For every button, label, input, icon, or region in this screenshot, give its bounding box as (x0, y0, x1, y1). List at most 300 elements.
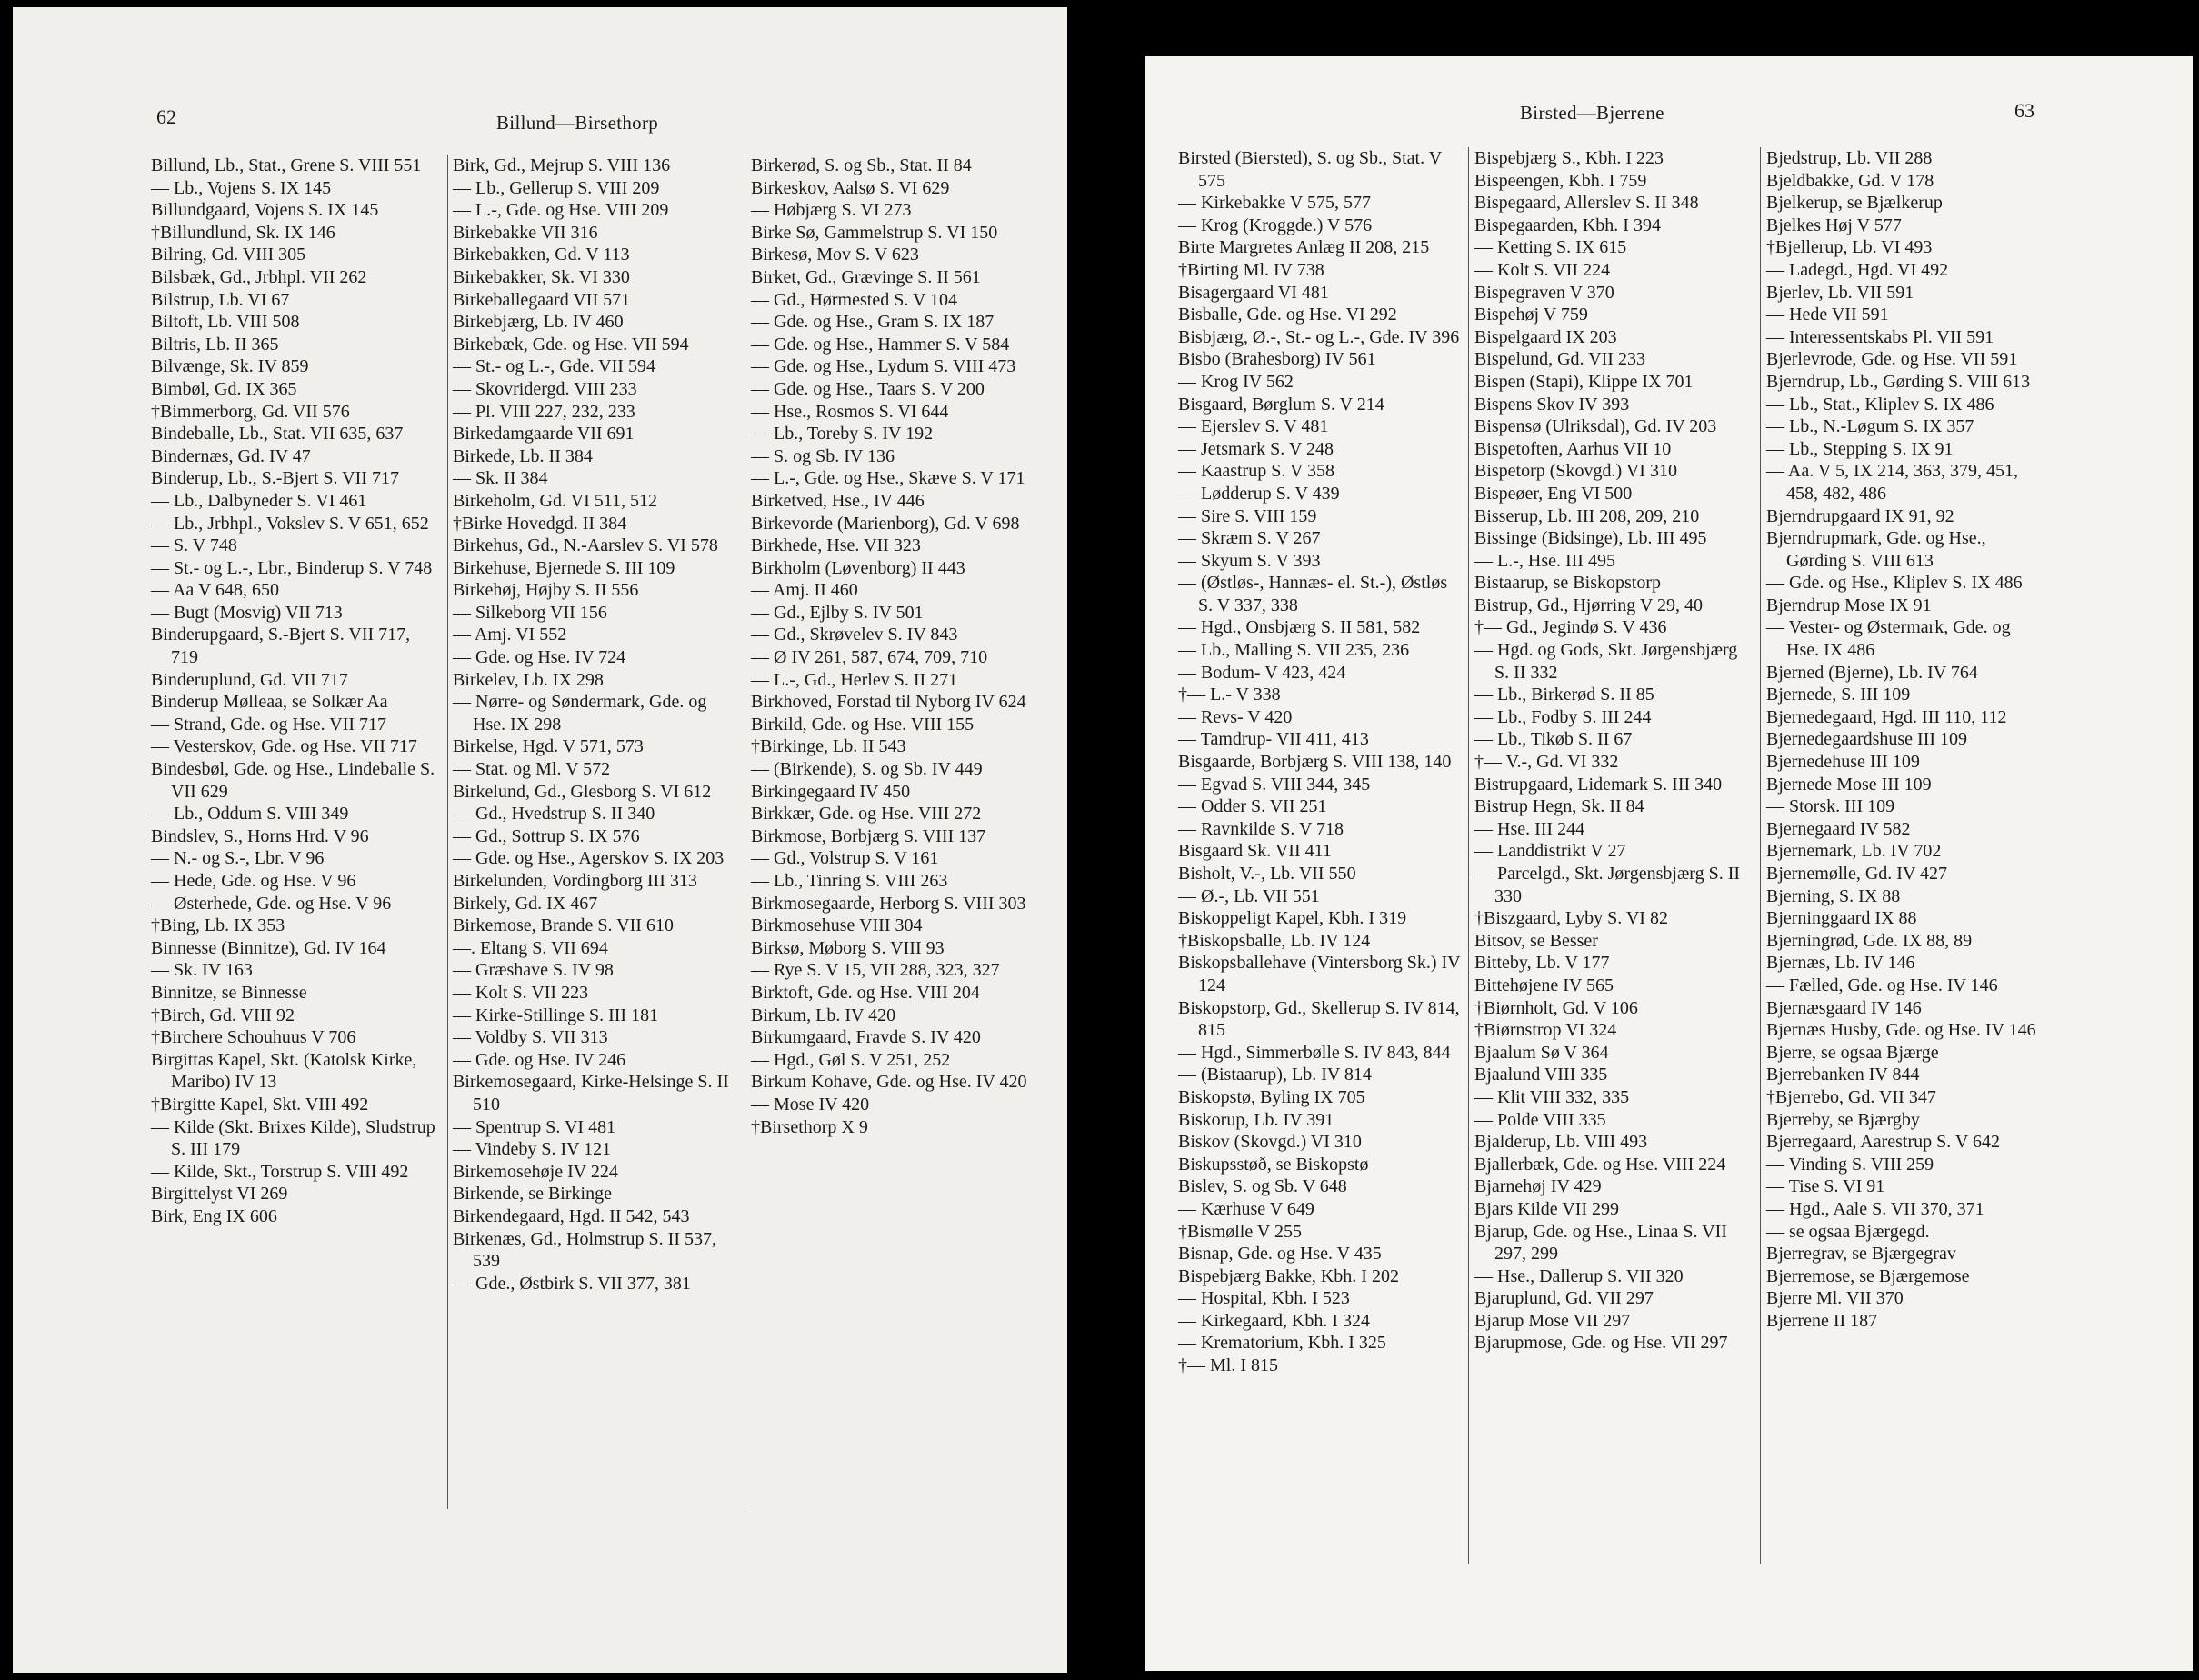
index-entry: Bimbøl, Gd. IX 365 (151, 378, 297, 399)
index-entry: Bjalderup, Lb. VIII 493 (1474, 1132, 1648, 1153)
index-column-3 (751, 155, 1029, 1138)
index-entry: — Nørre- og Søndermark, Gde. og Hse. IX 298 (453, 692, 707, 735)
index-entry: — Gde. og Hse. IV 724 (453, 647, 626, 668)
index-entry: Birket, Gd., Grævinge S. II 561 (751, 266, 981, 287)
column-divider (1760, 147, 1761, 1564)
index-entry: Bjarup, Gde. og Hse., Linaa S. VII 297, 299 (1474, 1221, 1727, 1265)
index-entry: — Tise S. VI 91 (1766, 1176, 1885, 1197)
index-entry: — Kirkebakke V 575, 577 (1178, 193, 1372, 214)
index-entry: Birkede, Lb. II 384 (453, 445, 593, 466)
index-entry: — (Bistaarup), Lb. IV 814 (1178, 1065, 1372, 1085)
index-entry: Birgittas Kapel, Skt. (Katolsk Kirke, Maribo) IV 13 (151, 1049, 417, 1093)
index-entry: — (Østløs-, Hannæs- el. St.-), Østløs S. V 337, 338 (1178, 573, 1448, 615)
index-entry: Birkholm (Løvenborg) II 443 (751, 557, 965, 578)
index-entry: Bilvænge, Sk. IV 859 (151, 356, 309, 377)
index-entry: Bissinge (Bidsinge), Lb. III 495 (1474, 528, 1707, 549)
index-entry: Birkebakker, Sk. VI 330 (453, 266, 630, 287)
index-entry: — Gde. og Hse., Agerskov S. IX 203 (453, 848, 725, 869)
index-entry: †Birgitte Kapel, Skt. VIII 492 (151, 1094, 369, 1115)
index-entry: — Lb., Tinring S. VIII 263 (751, 871, 948, 891)
index-entry: — Gde. og Hse. IV 246 (453, 1049, 626, 1070)
index-entry: †— Gd., Jegindø S. V 436 (1474, 617, 1667, 638)
index-entry: Bjernemølle, Gd. IV 427 (1766, 864, 1948, 884)
index-entry: — Krog (Kroggde.) V 576 (1178, 215, 1373, 235)
index-entry: Bistrupgaard, Lidemark S. III 340 (1474, 774, 1723, 795)
index-entry: Bjerregaard, Aarestrup S. V 642 (1766, 1132, 2000, 1153)
index-entry: — Gde. og Hse., Gram S. IX 187 (751, 312, 995, 333)
index-entry: Bjernæsgaard IV 146 (1766, 997, 1922, 1018)
index-entry: Birkerød, S. og Sb., Stat. II 84 (751, 155, 972, 175)
index-entry: Bispegaard, Allerslev S. II 348 (1474, 193, 1699, 214)
index-entry: Bispelund, Gd. VII 233 (1474, 349, 1645, 370)
index-entry: — Høbjærg S. VI 273 (751, 200, 912, 221)
index-entry: — Lb., Vojens S. IX 145 (151, 177, 332, 198)
index-entry: †Biskopsballe, Lb. IV 124 (1178, 930, 1371, 951)
index-entry: — Lb., Dalbyneder S. VI 461 (151, 490, 367, 511)
index-entry: Biskopstorp, Gd., Skellerup S. IV 814, 815 (1178, 997, 1460, 1041)
index-entry: — Gd., Ejlby S. IV 501 (751, 602, 924, 623)
index-entry: Birkelse, Hgd. V 571, 573 (453, 736, 644, 757)
index-entry: Birte Margretes Anlæg II 208, 215 (1178, 237, 1430, 258)
index-entry: †— L.- V 338 (1178, 685, 1281, 705)
index-entry: — Skyum S. V 393 (1178, 550, 1321, 571)
index-entry: †Birch, Gd. VIII 92 (151, 1005, 295, 1025)
index-entry: Bisbo (Brahesborg) IV 561 (1178, 349, 1376, 370)
index-entry: Bisgaard Sk. VII 411 (1178, 841, 1332, 862)
index-entry: — Skræm S. V 267 (1178, 528, 1321, 549)
index-entry: Binderup Mølleaa, se Solkær Aa (151, 692, 388, 713)
index-entry: — Gd., Hørmested S. V 104 (751, 289, 958, 310)
index-entry: Biskopstø, Byling IX 705 (1178, 1086, 1365, 1107)
index-entry: Bitteby, Lb. V 177 (1474, 953, 1610, 974)
index-entry: — Hgd., Gøl S. V 251, 252 (751, 1049, 951, 1070)
index-entry: Binnesse (Binnitze), Gd. IV 164 (151, 937, 386, 958)
index-entry: Bjernedehuse III 109 (1766, 752, 1920, 773)
index-entry: †Birting Ml. IV 738 (1178, 259, 1324, 280)
index-entry: Bindernæs, Gd. IV 47 (151, 445, 311, 466)
index-entry: Birk, Gd., Mejrup S. VIII 136 (453, 155, 671, 175)
index-entry: Bindeballe, Lb., Stat. VII 635, 637 (151, 424, 404, 445)
index-entry: †Biørnholt, Gd. V 106 (1474, 997, 1638, 1018)
index-entry: Birkeholm, Gd. VI 511, 512 (453, 490, 657, 511)
index-entry: †Birke Hovedgd. II 384 (453, 513, 627, 534)
index-entry: Bispen (Stapi), Klippe IX 701 (1474, 371, 1694, 392)
index-entry: —. Eltang S. VII 694 (453, 937, 608, 958)
index-entry: — L.-, Hse. III 495 (1474, 550, 1615, 571)
index-entry: — (Birkende), S. og Sb. IV 449 (751, 759, 983, 780)
index-entry: — Hgd., Aale S. VII 370, 371 (1766, 1198, 1984, 1219)
index-entry: — L.-, Gd., Herlev S. II 271 (751, 669, 958, 690)
index-entry: Bitsov, se Besser (1474, 930, 1598, 951)
index-entry: Birkmose, Borbjærg S. VIII 137 (751, 825, 986, 846)
index-entry: — Ø IV 261, 587, 674, 709, 710 (751, 647, 988, 668)
index-entry: Bjedstrup, Lb. VII 288 (1766, 148, 1933, 168)
index-entry: — Egvad S. VIII 344, 345 (1178, 774, 1371, 795)
index-entry: †Biørnstrop VI 324 (1474, 1020, 1617, 1041)
index-entry: — Ravnkilde S. V 718 (1178, 818, 1344, 839)
index-entry: — Hede, Gde. og Hse. V 96 (151, 871, 356, 891)
index-entry: Bistrup Hegn, Sk. II 84 (1474, 796, 1644, 817)
column-divider (1468, 147, 1469, 1564)
index-entry: Birkely, Gd. IX 467 (453, 893, 598, 914)
running-head: Birsted—Bjerrene (1520, 102, 1664, 124)
index-entry: — Landdistrikt V 27 (1474, 841, 1626, 862)
index-entry: — Bodum- V 423, 424 (1178, 662, 1346, 683)
index-entry: Bjars Kilde VII 299 (1474, 1198, 1620, 1219)
index-entry: — Amj. VI 552 (453, 625, 567, 645)
index-entry: — Hospital, Kbh. I 523 (1178, 1288, 1350, 1309)
index-entry: Bjerreby, se Bjærgby (1766, 1109, 1920, 1130)
index-entry: †Billundlund, Sk. IX 146 (151, 222, 335, 243)
index-entry: Bjarup Mose VII 297 (1474, 1310, 1631, 1331)
index-entry: — L.-, Gde. og Hse., Skæve S. V 171 (751, 468, 1025, 489)
index-column-2 (1474, 147, 1754, 1355)
index-entry: — St.- og L.-, Gde. VII 594 (453, 356, 655, 377)
index-entry: Birkingegaard IV 450 (751, 781, 911, 802)
index-entry: Binderup, Lb., S.-Bjert S. VII 717 (151, 468, 399, 489)
index-column-3 (1766, 147, 2044, 1332)
index-entry: — Gde. og Hse., Taars S. V 200 (751, 378, 985, 399)
index-entry: Birkemosegaard, Kirke-Helsinge S. II 510 (453, 1072, 729, 1115)
index-entry: Bindslev, S., Horns Hrd. V 96 (151, 825, 369, 846)
index-entry: Bjeldbakke, Gd. V 178 (1766, 170, 1934, 191)
index-entry: Binnitze, se Binnesse (151, 982, 307, 1003)
index-entry: Birkelunden, Vordingborg III 313 (453, 871, 697, 891)
index-entry: — Lb., Stat., Kliplev S. IX 486 (1766, 394, 1994, 415)
index-entry: Birkum, Lb. IV 420 (751, 1005, 896, 1025)
index-entry: — Gd., Sottrup S. IX 576 (453, 825, 640, 846)
index-entry: Bispens Skov IV 393 (1474, 394, 1630, 415)
index-entry: — Stat. og Ml. V 572 (453, 759, 611, 780)
index-entry: — Amj. II 460 (751, 580, 858, 601)
index-entry: — N.- og S.-, Lbr. V 96 (151, 848, 325, 869)
index-entry: Bjernedegaardshuse III 109 (1766, 729, 1968, 750)
index-entry: Bjerregrav, se Bjærgegrav (1766, 1244, 1956, 1265)
index-entry: Birktoft, Gde. og Hse. VIII 204 (751, 982, 980, 1003)
index-entry: — Lb., Stepping S. IX 91 (1766, 438, 1954, 459)
index-entry: Bjernegaard IV 582 (1766, 818, 1911, 839)
index-entry: Bjerndrup, Lb., Gørding S. VIII 613 (1766, 371, 2031, 392)
index-entry: — Hede VII 591 (1766, 305, 1889, 325)
index-entry: Bispeengen, Kbh. I 759 (1474, 170, 1647, 191)
index-entry: Birkeballegaard VII 571 (453, 289, 631, 310)
index-entry: Bjerndrupmark, Gde. og Hse., Gørding S. VIII 613 (1766, 528, 1986, 571)
index-entry: — Jetsmark S. V 248 (1178, 438, 1334, 459)
index-entry: Bjerndrupgaard IX 91, 92 (1766, 505, 1954, 526)
index-entry: — Kirke-Stillinge S. III 181 (453, 1005, 659, 1025)
index-entry: — Hgd. og Gods, Skt. Jørgensbjærg S. II 332 (1474, 640, 1738, 683)
index-entry: — Kaastrup S. V 358 (1178, 461, 1335, 482)
page-number: 63 (2014, 99, 2034, 122)
index-entry: — Silkeborg VII 156 (453, 602, 607, 623)
index-entry: — Hgd., Simmerbølle S. IV 843, 844 (1178, 1042, 1451, 1063)
index-entry: Birkevorde (Marienborg), Gd. V 698 (751, 513, 1020, 534)
index-entry: Bjernæs, Lb. IV 146 (1766, 953, 1915, 974)
index-entry: Bjerre Ml. VII 370 (1766, 1288, 1904, 1309)
index-entry: — Gd., Volstrup S. V 161 (751, 848, 939, 869)
index-entry: — Aa V 648, 650 (151, 580, 279, 601)
index-entry: — Vindeby S. IV 121 (453, 1139, 612, 1160)
index-entry: Birkumgaard, Fravde S. IV 420 (751, 1027, 981, 1048)
index-entry: Bislev, S. og Sb. V 648 (1178, 1176, 1347, 1197)
index-entry: Bjaruplund, Gd. VII 297 (1474, 1288, 1654, 1309)
index-entry: Biskupsstøð, se Biskopstø (1178, 1154, 1369, 1175)
index-entry: Bispebjærg S., Kbh. I 223 (1474, 148, 1664, 168)
index-entry: †— Ml. I 815 (1178, 1355, 1278, 1376)
index-entry: — Lb., Tikøb S. II 67 (1474, 729, 1633, 750)
index-entry: Binderupgaard, S.-Bjert S. VII 717, 719 (151, 625, 411, 668)
index-entry: — Lb., Gellerup S. VIII 209 (453, 177, 660, 198)
index-entry: Bjernæs Husby, Gde. og Hse. IV 146 (1766, 1020, 2036, 1041)
index-entry: Bispegaarden, Kbh. I 394 (1474, 215, 1661, 235)
index-entry: Birkelev, Lb. IX 298 (453, 669, 604, 690)
index-entry: — L.-, Gde. og Hse. VIII 209 (453, 200, 669, 221)
index-entry: Birkebæk, Gde. og Hse. VII 594 (453, 334, 689, 355)
index-entry: Bjerned (Bjerne), Lb. IV 764 (1766, 662, 1978, 683)
index-entry: Bisagergaard VI 481 (1178, 282, 1329, 303)
index-entry: — Lb., Malling S. VII 235, 236 (1178, 640, 1410, 661)
index-entry: Birkhoved, Forstad til Nyborg IV 624 (751, 692, 1026, 713)
index-entry: — Gde., Østbirk S. VII 377, 381 (453, 1273, 691, 1294)
index-entry: Birgittelyst VI 269 (151, 1184, 288, 1205)
index-entry: — Vinding S. VIII 259 (1766, 1154, 1934, 1175)
index-entry: Biskov (Skovgd.) VI 310 (1178, 1132, 1362, 1153)
index-entry: — Revs- V 420 (1178, 706, 1293, 727)
index-entry: †Birkinge, Lb. II 543 (751, 736, 906, 757)
index-column-1 (1178, 147, 1462, 1377)
index-entry: — Pl. VIII 227, 232, 233 (453, 401, 635, 422)
index-entry: — Polde VIII 335 (1474, 1109, 1606, 1130)
index-entry: †Bimmerborg, Gd. VII 576 (151, 401, 350, 422)
index-entry: Birkehus, Gd., N.-Aarslev S. VI 578 (453, 535, 718, 556)
index-entry: Bisgaard, Børglum S. V 214 (1178, 394, 1384, 415)
index-entry: Birkende, se Birkinge (453, 1184, 612, 1205)
index-entry: Bilring, Gd. VIII 305 (151, 245, 306, 265)
index-entry: — Vesterskov, Gde. og Hse. VII 717 (151, 736, 417, 757)
index-entry: Bispetoften, Aarhus VII 10 (1474, 438, 1672, 459)
index-entry: — Gde. og Hse., Kliplev S. IX 486 (1766, 573, 2023, 594)
index-entry: — Sk. IV 163 (151, 960, 253, 981)
index-entry: Birkelund, Gd., Glesborg S. VI 612 (453, 781, 712, 802)
index-entry: — Gde. og Hse., Hammer S. V 584 (751, 334, 1010, 355)
index-entry: — Ketting S. IX 615 (1474, 237, 1627, 258)
index-entry: — Lb., N.-Løgum S. IX 357 (1766, 416, 1974, 437)
index-entry: Bjerlevrode, Gde. og Hse. VII 591 (1766, 349, 2018, 370)
index-entry: †— V.-, Gd. VI 332 (1474, 752, 1619, 773)
index-entry: — Hse. III 244 (1474, 818, 1585, 839)
index-entry: — S. og Sb. IV 136 (751, 445, 895, 466)
index-entry: — Vester- og Østermark, Gde. og Hse. IX 486 (1766, 617, 2011, 661)
index-entry: Bjarnehøj IV 429 (1474, 1176, 1602, 1197)
index-entry: — Hse., Rosmos S. VI 644 (751, 401, 949, 422)
index-entry: Bjaalund VIII 335 (1474, 1065, 1608, 1085)
index-entry: †Bjerrebo, Gd. VII 347 (1766, 1086, 1936, 1107)
index-entry: Bisgaarde, Borbjærg S. VIII 138, 140 (1178, 752, 1452, 773)
index-entry: Bjerning, S. IX 88 (1766, 885, 1901, 906)
index-entry: — Interessentskabs Pl. VII 591 (1766, 326, 1994, 347)
index-entry: Bispegraven V 370 (1474, 282, 1614, 303)
index-entry: Bispensø (Ulriksdal), Gd. IV 203 (1474, 416, 1717, 437)
index-entry: — Lb., Jrbhpl., Vokslev S. V 651, 652 (151, 513, 429, 534)
index-entry: — Bugt (Mosvig) VII 713 (151, 602, 343, 623)
index-entry: Bisbjærg, Ø.-, St.- og L.-, Gde. IV 396 (1178, 326, 1460, 347)
index-entry: — Ejerslev S. V 481 (1178, 416, 1329, 437)
index-entry: Bisnap, Gde. og Hse. V 435 (1178, 1244, 1382, 1265)
index-entry: — S. V 748 (151, 535, 237, 556)
page-number: 62 (156, 105, 176, 128)
index-entry: Bjernede Mose III 109 (1766, 774, 1932, 795)
column-divider (447, 155, 448, 1509)
index-entry: Birsted (Biersted), S. og Sb., Stat. V 575 (1178, 148, 1442, 191)
index-entry: Bjerrebanken IV 844 (1766, 1065, 1920, 1085)
index-entry: — Krematorium, Kbh. I 325 (1178, 1333, 1386, 1354)
index-entry: †Bismølle V 255 (1178, 1221, 1302, 1242)
index-entry: Biskopsballehave (Vintersborg Sk.) IV 124 (1178, 953, 1461, 995)
index-entry: Birkeskov, Aalsø S. VI 629 (751, 177, 950, 198)
index-entry: Bisballe, Gde. og Hse. VI 292 (1178, 305, 1397, 325)
index-entry: Bjerrene II 187 (1766, 1310, 1878, 1331)
running-head: Billund—Birsethorp (496, 112, 659, 134)
index-entry: Billundgaard, Vojens S. IX 145 (151, 200, 379, 221)
index-entry: Birkemose, Brande S. VII 610 (453, 915, 674, 936)
index-entry: Bjerndrup Mose IX 91 (1766, 595, 1932, 615)
index-entry: — Gd., Skrøvelev S. IV 843 (751, 625, 958, 645)
index-entry: — Rye S. V 15, VII 288, 323, 327 (751, 960, 1000, 981)
index-entry: Bjelkes Høj V 577 (1766, 215, 1902, 235)
index-entry: Bjaalum Sø V 364 (1474, 1042, 1609, 1063)
index-entry: Bindesbøl, Gde. og Hse., Lindeballe S. VII 629 (151, 759, 435, 802)
index-entry: Birkebakke VII 316 (453, 222, 598, 243)
index-entry: — Spentrup S. VI 481 (453, 1116, 616, 1137)
index-entry: — Tamdrup- VII 411, 413 (1178, 729, 1369, 750)
index-entry: Bispebjærg Bakke, Kbh. I 202 (1178, 1265, 1399, 1286)
index-entry: Bjerningrød, Gde. IX 88, 89 (1766, 930, 1973, 951)
index-entry: Bittehøjene IV 565 (1474, 975, 1614, 995)
index-entry: — Strand, Gde. og Hse. VII 717 (151, 714, 387, 735)
index-entry: †Biszgaard, Lyby S. VI 82 (1474, 908, 1668, 929)
index-entry: — Hgd., Onsbjærg S. II 581, 582 (1178, 617, 1421, 638)
index-entry: †Birsethorp X 9 (751, 1116, 868, 1137)
index-entry: Bisholt, V.-, Lb. VII 550 (1178, 864, 1356, 884)
index-column-1 (151, 155, 438, 1228)
index-entry: — Sk. II 384 (453, 468, 548, 489)
index-entry: — Krog IV 562 (1178, 371, 1294, 392)
index-entry: — Storsk. III 109 (1766, 796, 1895, 817)
index-entry: Birkendegaard, Hgd. II 542, 543 (453, 1205, 690, 1226)
index-entry: — Ø.-, Lb. VII 551 (1178, 885, 1320, 906)
index-entry: — Østerhede, Gde. og Hse. V 96 (151, 893, 392, 914)
index-entry: Birkebakken, Gd. V 113 (453, 245, 630, 265)
index-entry: Bjerlev, Lb. VII 591 (1766, 282, 1914, 303)
index-entry: Biltris, Lb. II 365 (151, 334, 279, 355)
index-entry: — Lødderup S. V 439 (1178, 483, 1340, 504)
index-entry: — Aa. V 5, IX 214, 363, 379, 451, 458, 482, 486 (1766, 461, 2019, 504)
index-entry: Birkmosegaarde, Herborg S. VIII 303 (751, 893, 1026, 914)
index-entry: — Lb., Oddum S. VIII 349 (151, 804, 349, 825)
index-entry: Birkenæs, Gd., Holmstrup S. II 537, 539 (453, 1228, 716, 1272)
index-entry: Birkesø, Mov S. V 623 (751, 245, 919, 265)
index-entry: Birkemosehøje IV 224 (453, 1161, 618, 1182)
index-entry: Bilsbæk, Gd., Jrbhpl. VII 262 (151, 266, 367, 287)
index-entry: — Odder S. VII 251 (1178, 796, 1327, 817)
index-entry: Billund, Lb., Stat., Grene S. VIII 551 (151, 155, 422, 175)
index-entry: Birksø, Møborg S. VIII 93 (751, 937, 945, 958)
index-entry: — Kolt S. VII 224 (1474, 259, 1611, 280)
index-entry: Bjernemark, Lb. IV 702 (1766, 841, 1942, 862)
index-entry: — Græshave S. IV 98 (453, 960, 614, 981)
index-entry: — Ladegd., Hgd. VI 492 (1766, 259, 1949, 280)
index-entry: Bispetorp (Skovgd.) VI 310 (1474, 461, 1677, 482)
index-column-2 (453, 155, 736, 1295)
index-entry: — St.- og L.-, Lbr., Binderup S. V 748 (151, 557, 433, 578)
index-entry: — Kærhuse V 649 (1178, 1198, 1314, 1219)
index-entry: — Skovridergd. VIII 233 (453, 378, 637, 399)
index-entry: Biskoppeligt Kapel, Kbh. I 319 (1178, 908, 1407, 929)
index-entry: — Sire S. VIII 159 (1178, 505, 1317, 526)
index-entry: †Birchere Schouhuus V 706 (151, 1027, 356, 1048)
index-entry: Biltoft, Lb. VIII 508 (151, 312, 300, 333)
index-entry: — Parcelgd., Skt. Jørgensbjærg S. II 330 (1474, 864, 1741, 906)
index-entry: Birkkær, Gde. og Hse. VIII 272 (751, 804, 982, 825)
index-entry: — Kolt S. VII 223 (453, 982, 589, 1003)
index-entry: Bjallerbæk, Gde. og Hse. VIII 224 (1474, 1154, 1726, 1175)
index-entry: Birketved, Hse., IV 446 (751, 490, 925, 511)
index-entry: Birkehøj, Højby S. II 556 (453, 580, 639, 601)
index-entry: — Gde. og Hse., Lydum S. VIII 473 (751, 356, 1016, 377)
index-entry: — Kilde (Skt. Brixes Kilde), Sludstrup S. III 179 (151, 1116, 435, 1160)
index-entry: — Gd., Hvedstrup S. II 340 (453, 804, 655, 825)
index-entry: Bjernedegaard, Hgd. III 110, 112 (1766, 706, 2007, 727)
index-entry: Birkild, Gde. og Hse. VIII 155 (751, 714, 975, 735)
index-entry: †Bing, Lb. IX 353 (151, 915, 285, 936)
index-entry: Bjernede, S. III 109 (1766, 685, 1911, 705)
index-entry: Birkum Kohave, Gde. og Hse. IV 420 (751, 1072, 1027, 1093)
index-entry: Bispelgaard IX 203 (1474, 326, 1617, 347)
index-entry: Bispehøj V 759 (1474, 305, 1588, 325)
index-entry: Birkmosehuse VIII 304 (751, 915, 923, 936)
index-entry: — Voldby S. VII 313 (453, 1027, 608, 1048)
index-entry: Bjerre, se ogsaa Bjærge (1766, 1042, 1939, 1063)
index-entry: — Mose IV 420 (751, 1094, 870, 1115)
index-entry: — Lb., Birkerød S. II 85 (1474, 685, 1654, 705)
index-entry: Bjelkerup, se Bjælkerup (1766, 193, 1943, 214)
index-entry: Bispeøer, Eng VI 500 (1474, 483, 1633, 504)
index-entry: — Klit VIII 332, 335 (1474, 1086, 1630, 1107)
index-entry: Birke Sø, Gammelstrup S. VI 150 (751, 222, 998, 243)
index-entry: Birkhede, Hse. VII 323 (751, 535, 921, 556)
left-page (13, 7, 1067, 1673)
index-entry: Bilstrup, Lb. VI 67 (151, 289, 290, 310)
index-entry: — Kirkegaard, Kbh. I 324 (1178, 1310, 1371, 1331)
index-entry: Birkehuse, Bjernede S. III 109 (453, 557, 675, 578)
index-entry: Birkedamgaarde VII 691 (453, 424, 635, 445)
index-entry: Binderuplund, Gd. VII 717 (151, 669, 348, 690)
index-entry: Birk, Eng IX 606 (151, 1205, 277, 1226)
index-entry: — Lb., Toreby S. IV 192 (751, 424, 934, 445)
index-entry: Bjerremose, se Bjærgemose (1766, 1265, 1970, 1286)
index-entry: Bistaarup, se Biskopstorp (1474, 573, 1661, 594)
index-entry: — Hse., Dallerup S. VII 320 (1474, 1265, 1684, 1286)
index-entry: Biskorup, Lb. IV 391 (1178, 1109, 1334, 1130)
index-entry: †Bjellerup, Lb. VI 493 (1766, 237, 1933, 258)
index-entry: Bjarupmose, Gde. og Hse. VII 297 (1474, 1333, 1728, 1354)
index-entry: Bisserup, Lb. III 208, 209, 210 (1474, 505, 1700, 526)
index-entry: Bistrup, Gd., Hjørring V 29, 40 (1474, 595, 1703, 615)
index-entry: — se ogsaa Bjærgegd. (1766, 1221, 1930, 1242)
index-entry: — Lb., Fodby S. III 244 (1474, 706, 1652, 727)
index-entry: — Kilde, Skt., Torstrup S. VIII 492 (151, 1161, 409, 1182)
index-entry: — Fælled, Gde. og Hse. IV 146 (1766, 975, 1998, 995)
